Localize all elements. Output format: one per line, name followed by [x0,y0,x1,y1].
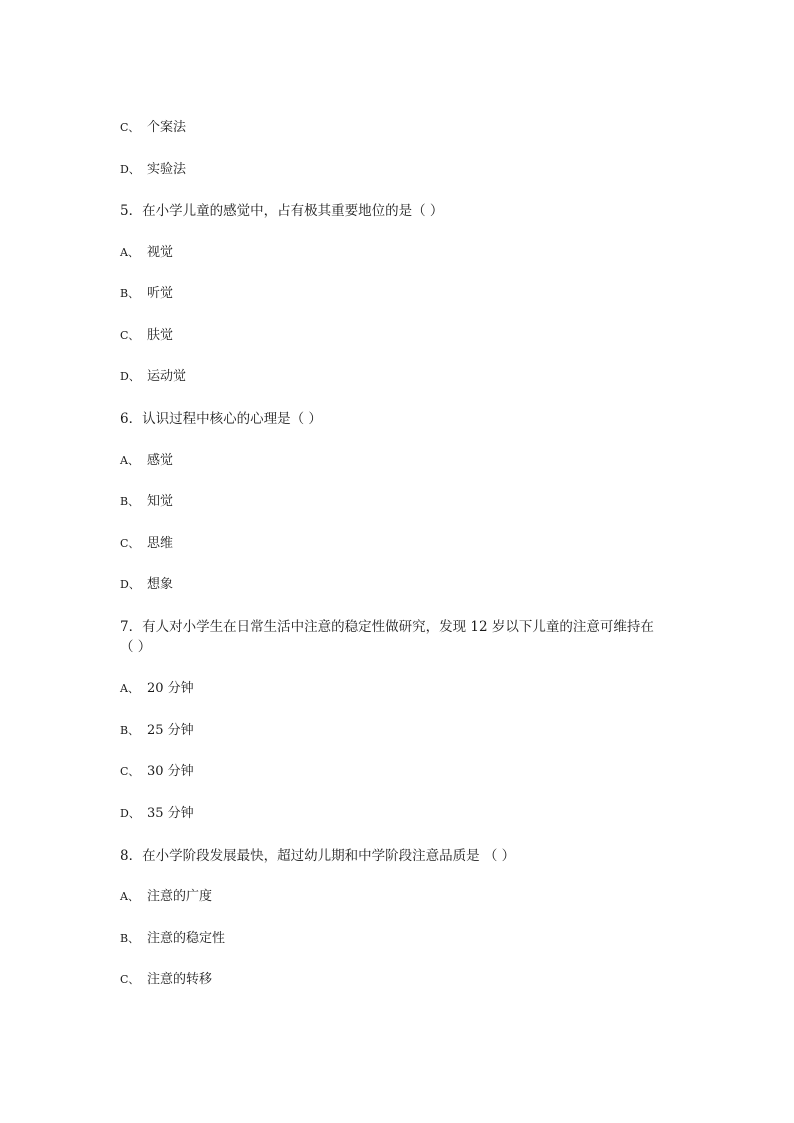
option-letter: C、 [120,121,140,134]
option-letter: D、 [120,807,140,820]
option-letter: A、 [120,682,139,695]
option-letter: C、 [120,765,140,778]
option-letter: B、 [120,724,140,737]
option-letter: A、 [120,890,139,903]
option-text: 想象 [147,577,174,592]
q5-option-a [120,243,173,263]
option-text: 注意的广度 [147,889,213,904]
q8-option-b [120,929,225,949]
q8-option-a [120,887,212,907]
option-letter: D、 [120,163,140,176]
question-6: 6．认识过程中核心的心理是（ ） [120,411,322,427]
q5-option-b [120,284,173,304]
option-letter: C、 [120,329,140,342]
option-letter: B、 [120,287,140,300]
q5-option-d [120,367,186,387]
q7-option-d [120,804,194,824]
option-text: 35 分钟 [147,806,194,821]
question-7: 7．有人对小学生在日常生活中注意的稳定性做研究，发现 12 岁以下儿童的注意可维持在 [120,619,654,635]
q6-option-c [120,534,173,554]
q7-option-a [120,679,194,699]
option-letter: C、 [120,973,140,986]
option-text: 30 分钟 [147,764,194,779]
q8-option-c [120,970,212,990]
option-text: 运动觉 [147,369,187,384]
option-text: 注意的稳定性 [147,931,226,946]
option-text: 25 分钟 [147,723,194,738]
option-letter: A、 [120,246,139,259]
option-text: 视觉 [147,245,174,260]
q4-option-c [120,118,186,138]
q6-option-a [120,451,173,471]
question-8: 8．在小学阶段发展最快，超过幼儿期和中学阶段注意品质是 （ ） [120,848,516,864]
option-letter: D、 [120,578,140,591]
option-text: 20 分钟 [147,681,194,696]
q7-option-c [120,762,194,782]
q7-option-b [120,721,194,741]
question-7-continuation: （ ） [120,639,152,655]
q5-option-c [120,326,173,346]
question-5: 5．在小学儿童的感觉中，占有极其重要地位的是（ ） [120,203,444,219]
option-text: 注意的转移 [147,972,213,987]
option-letter: A、 [120,454,139,467]
option-text: 知觉 [147,494,174,509]
option-text: 思维 [147,536,174,551]
option-letter: C、 [120,537,140,550]
q6-option-b [120,492,173,512]
option-text: 实验法 [147,162,187,177]
q4-option-d [120,160,186,180]
q6-option-d [120,575,173,595]
option-text: 感觉 [147,453,174,468]
option-letter: B、 [120,495,140,508]
option-text: 听觉 [147,286,174,301]
option-letter: D、 [120,370,140,383]
option-letter: B、 [120,932,140,945]
option-text: 肤觉 [147,328,174,343]
option-text: 个案法 [147,120,187,135]
